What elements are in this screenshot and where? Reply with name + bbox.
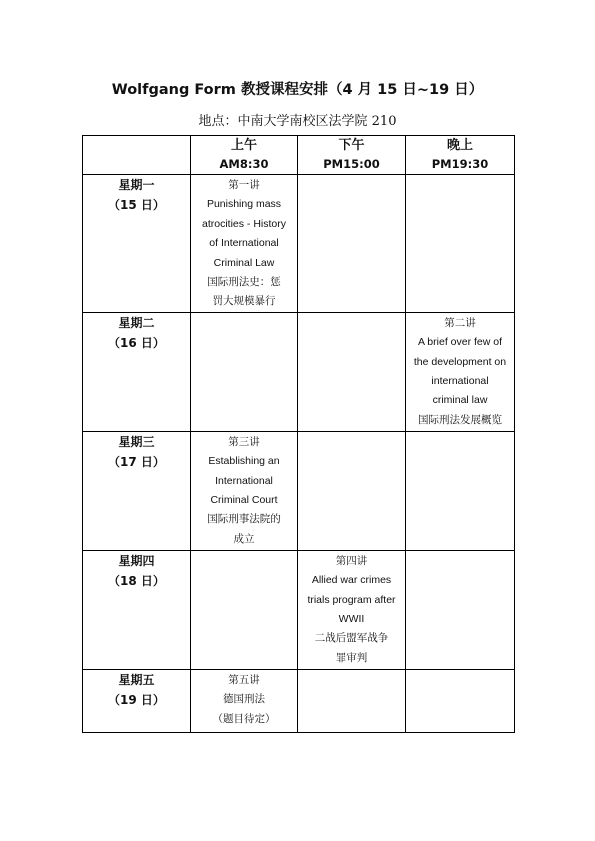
lecture-entry	[191, 175, 297, 312]
header-afternoon-time: PM15:00	[323, 157, 380, 171]
lecture-title-en: Allied war crimes	[311, 574, 392, 587]
day-row	[83, 175, 515, 313]
lecture-title-en: of International	[209, 237, 279, 250]
day-cell	[83, 312, 191, 431]
lecture-title-cn: 德国刑法	[223, 693, 265, 706]
lecture-title-en: criminal law	[432, 394, 488, 407]
lecture-title-cn: 二战后盟军战争	[314, 632, 389, 645]
day-date: （16 日）	[108, 335, 165, 350]
lecture-entry	[191, 432, 297, 549]
header-morning	[191, 136, 298, 175]
slot-cell-evening	[406, 669, 515, 732]
lecture-title-cn: 罚大规模暴行	[212, 295, 276, 308]
header-evening-label: 晚上	[446, 138, 473, 153]
day-cell	[83, 669, 191, 732]
lecture-title-en: the development on	[413, 355, 507, 368]
lecture-title-en: WWII	[338, 613, 365, 626]
day-cell	[83, 175, 191, 313]
lecture-title-en: Punishing mass	[206, 198, 282, 211]
lecture-title-en: Criminal Law	[213, 256, 275, 269]
lecture-entry	[298, 551, 405, 668]
lecture-number: 第二讲	[444, 316, 476, 329]
day-date: （17 日）	[108, 454, 165, 469]
lecture-title-en: International	[215, 474, 273, 487]
slot-cell-evening	[406, 312, 515, 431]
lecture-entry	[191, 670, 297, 729]
header-evening	[406, 136, 515, 175]
day-name: 星期五	[118, 672, 155, 687]
slot-cell-morning	[191, 175, 298, 313]
lecture-title-cn: 国际刑事法院的	[207, 513, 281, 526]
header-corner-cell	[83, 136, 191, 175]
day-row	[83, 669, 515, 732]
day-row	[83, 312, 515, 431]
day-name: 星期一	[118, 178, 155, 192]
lecture-title-en: Criminal Court	[210, 494, 278, 507]
slot-cell-morning	[191, 550, 298, 669]
slot-cell-afternoon	[298, 175, 406, 313]
lecture-title-cn: 国际刑法史：惩	[207, 276, 281, 289]
lecture-title-en: international	[431, 375, 489, 388]
day-row	[83, 550, 515, 669]
slot-cell-evening	[406, 550, 515, 669]
slot-cell-morning	[191, 312, 298, 431]
lecture-title-en: trials program after	[307, 593, 396, 606]
header-afternoon-label: 下午	[338, 138, 365, 153]
slot-cell-afternoon	[298, 312, 406, 431]
header-morning-label: 上午	[230, 138, 257, 153]
lecture-number: 第三讲	[228, 435, 260, 448]
slot-cell-evening	[406, 175, 515, 313]
lecture-title-cn: 国际刑法发展概览	[418, 413, 502, 426]
lecture-title-en: A brief over few of	[417, 336, 503, 349]
schedule-table	[82, 135, 515, 733]
slot-cell-morning	[191, 431, 298, 550]
lecture-number: 第五讲	[228, 673, 260, 686]
day-cell	[83, 431, 191, 550]
day-date: （19 日）	[108, 692, 165, 707]
lecture-title-en: atrocities - History	[201, 217, 286, 230]
slot-cell-afternoon	[298, 550, 406, 669]
schedule-body	[83, 175, 515, 733]
lecture-number: 第四讲	[335, 554, 368, 567]
slot-cell-afternoon	[298, 669, 406, 732]
slot-cell-morning	[191, 669, 298, 732]
lecture-title-en: Establishing an	[208, 455, 280, 468]
slot-cell-afternoon	[298, 431, 406, 550]
slot-cell-evening	[406, 431, 515, 550]
header-afternoon	[298, 136, 406, 175]
lecture-title-cn: （题目待定）	[212, 712, 276, 725]
location-line: 地点：中南大学南校区法学院 210	[198, 114, 397, 129]
day-date: （15 日）	[108, 198, 165, 212]
page-title: Wolfgang Form 教授课程安排（4 月 15 日~19 日）	[111, 82, 484, 98]
lecture-entry	[406, 313, 514, 430]
lecture-number: 第一讲	[228, 179, 260, 191]
day-date: （18 日）	[108, 573, 165, 588]
lecture-title-cn: 罪审判	[335, 651, 368, 664]
day-cell	[83, 550, 191, 669]
day-name: 星期三	[118, 434, 155, 449]
day-name: 星期二	[118, 315, 155, 330]
day-name: 星期四	[118, 553, 155, 568]
header-morning-time: AM8:30	[219, 157, 269, 171]
day-row	[83, 431, 515, 550]
lecture-title-cn: 成立	[233, 532, 255, 545]
schedule-header-row	[83, 136, 515, 175]
header-evening-time: PM19:30	[431, 157, 489, 171]
